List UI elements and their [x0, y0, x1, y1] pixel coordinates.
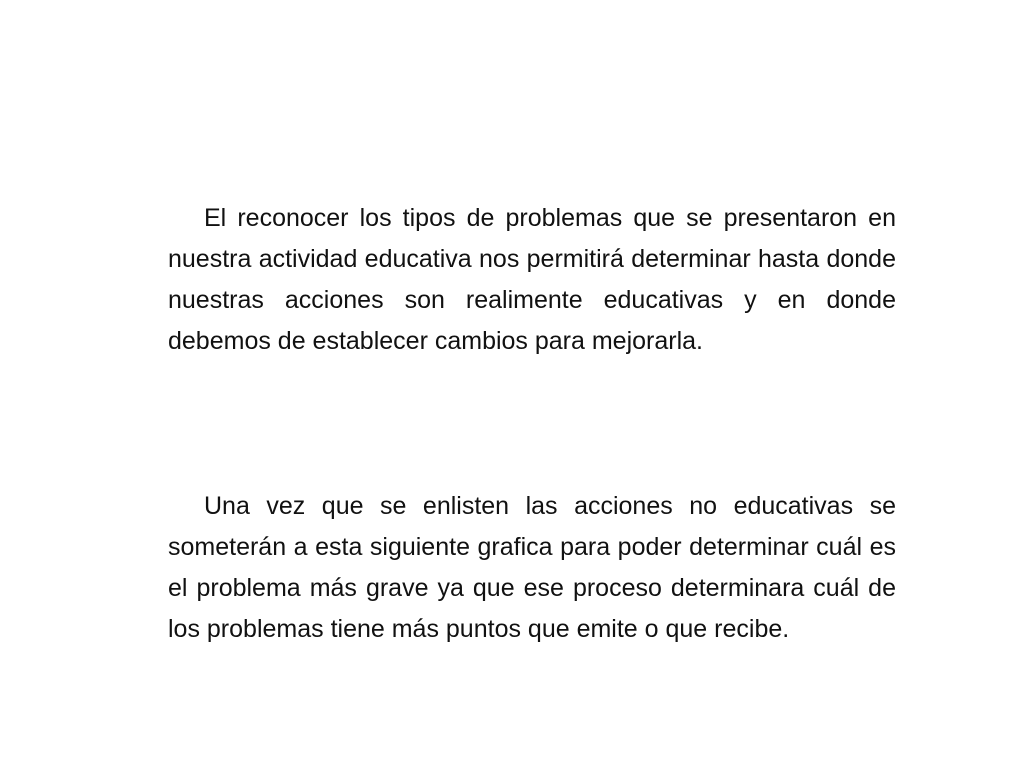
- paragraph-non-educational-actions: Una vez que se enlisten las acciones no educativas se someterán a esta siguiente grafica para poder determinar cuál es el problema más grave ya que ese proceso determinara cuál de los problemas tiene más puntos que emite o que recibe.: [168, 492, 896, 643]
- paragraph-problem-types: El reconocer los tipos de problemas que se presentaron en nuestra actividad educativa nos permitirá determinar hasta donde nuestras acciones son realimente educativas y en donde debemos de establecer cambios para mejorarla.: [168, 204, 896, 355]
